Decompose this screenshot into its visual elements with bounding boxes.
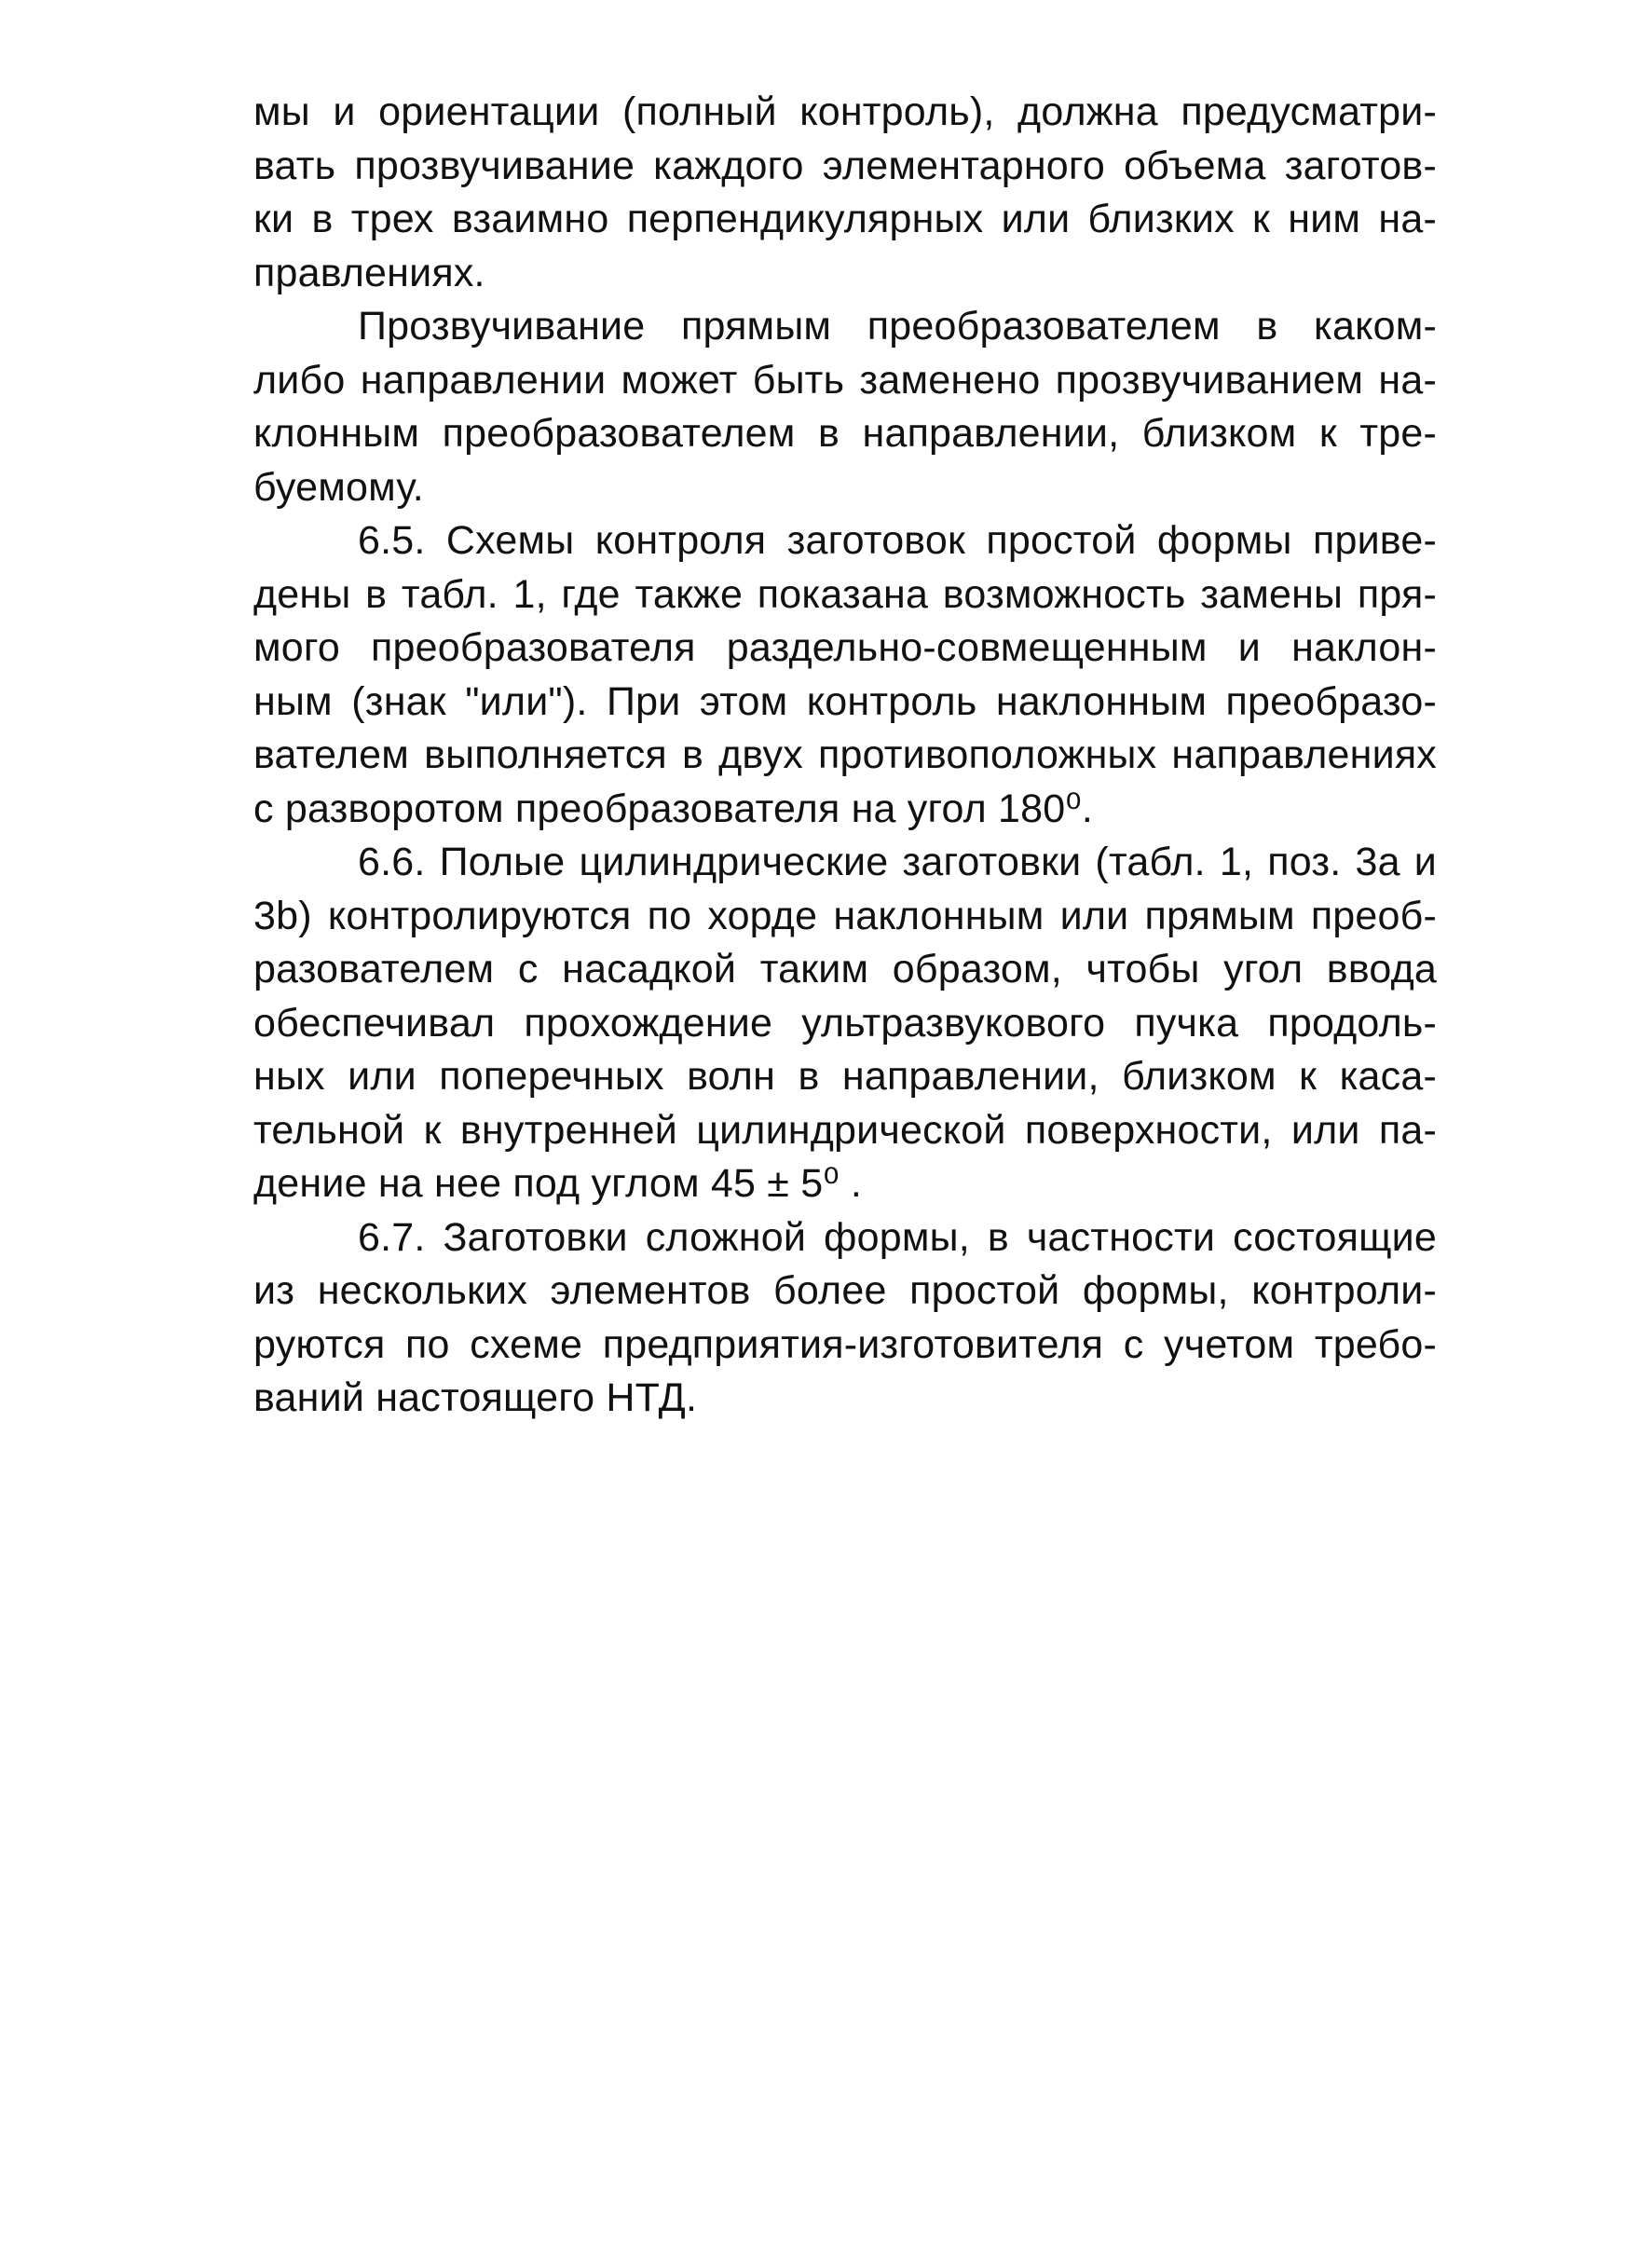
text-line: 6.5. Схемы контроля заготовок простой формы приве- (358, 518, 1437, 563)
text-line: с разворотом преобразователя на угол 180⁰. (253, 786, 1093, 831)
paragraph-p-6-6 (253, 836, 1437, 1211)
paragraph-p-cont (253, 86, 1437, 300)
text-line: мы и ориентации (полный контроль), должна предусматри- (253, 89, 1437, 134)
text-line: ки в трех взаимно перпендикулярных или близких к ним на- (253, 197, 1437, 241)
text-line: буемому. (253, 464, 424, 510)
text-line: вателем выполняется в двух противоположных направлениях (253, 732, 1437, 777)
text-line: мого преобразователя раздельно-совмещенным и наклон- (253, 625, 1437, 670)
body-text (253, 86, 1437, 1426)
text-line: Прозвучивание прямым преобразователем в каком- (358, 304, 1437, 349)
text-line: из нескольких элементов более простой формы, контроли- (253, 1268, 1437, 1313)
text-line: разователем с насадкой таким образом, чтобы угол ввода (253, 947, 1437, 991)
text-line: либо направлении может быть заменено прозвучиванием на- (253, 357, 1437, 403)
text-line: руются по схеме предприятия-изготовителя с учетом требо- (253, 1321, 1437, 1367)
paragraph-p-6-7 (253, 1211, 1437, 1426)
text-line: дены в табл. 1, где также показана возможность замены пря- (253, 571, 1437, 617)
text-line: клонным преобразователем в направлении, близком к тре- (253, 411, 1437, 456)
text-line: ным (знак "или"). При этом контроль наклонным преобразо- (253, 678, 1437, 724)
text-line: вать прозвучивание каждого элементарного объема заготов- (253, 143, 1437, 188)
text-line: обеспечивал прохождение ультразвукового пучка продоль- (253, 1000, 1437, 1046)
text-line: 3b) контролируются по хорде наклонным или прямым преоб- (253, 893, 1437, 938)
text-line: дение на нее под углом 45 ± 5⁰ . (253, 1161, 863, 1206)
text-line: правлениях. (253, 250, 485, 295)
text-line: тельной к внутренней цилиндрической поверхности, или па- (253, 1107, 1437, 1153)
text-line: ных или поперечных волн в направлении, близком к каса- (253, 1054, 1437, 1099)
paragraph-p-6-5 (253, 514, 1437, 836)
text-line: 6.7. Заготовки сложной формы, в частности состоящие (358, 1214, 1437, 1260)
paragraph-p-direct (253, 300, 1437, 514)
text-line: 6.6. Полые цилиндрические заготовки (табл. 1, поз. 3а и (358, 840, 1437, 884)
text-line: ваний настоящего НТД. (253, 1375, 698, 1420)
